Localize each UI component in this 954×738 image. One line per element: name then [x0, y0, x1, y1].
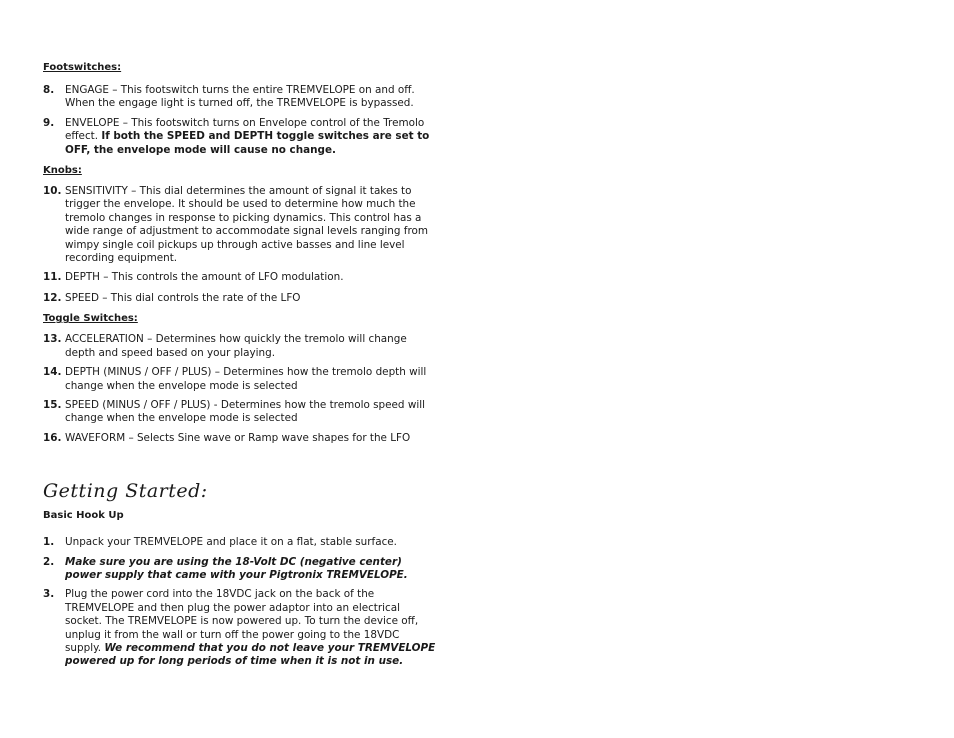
item-number: 12.: [43, 291, 62, 304]
list-item-3: [43, 588, 438, 668]
item-number: 1.: [43, 536, 55, 549]
item-number: 3.: [43, 588, 55, 601]
item-number: 9.: [43, 116, 55, 129]
item-text-bold-italic: We recommend that you do not leave your TREMVELOPE powered up for long periods of time when it is not in use.: [65, 641, 436, 668]
list-item-8: [43, 84, 438, 111]
getting-started-heading: Getting Started:: [43, 480, 208, 503]
page-content: [43, 61, 438, 669]
item-text: [65, 117, 438, 157]
item-number: 13.: [43, 333, 62, 346]
item-number: 11.: [43, 271, 62, 284]
item-text: SPEED (MINUS / OFF / PLUS) - Determines how the tremolo speed will change when the envelope mode is selected: [65, 398, 425, 425]
item-text-regular: Plug the power cord into the 18VDC jack on the back of the TREMVELOPE and then plug the power adaptor into an electrical socket. The TREMVELOPE is now powered up. To turn the device off, unplug it from the wall or turn off the power going to the 18VDC supply.: [65, 588, 419, 654]
list-item-1: [43, 536, 438, 549]
list-item-9: [43, 117, 438, 157]
item-number: 2.: [43, 555, 55, 568]
list-item-2: [43, 556, 438, 583]
item-text: Unpack your TREMVELOPE and place it on a flat, stable surface.: [65, 536, 397, 549]
item-text: WAVEFORM – Selects Sine wave or Ramp wave shapes for the LFO: [65, 431, 411, 444]
item-text: SPEED – This dial controls the rate of the LFO: [65, 291, 301, 304]
item-text: DEPTH (MINUS / OFF / PLUS) – Determines how the tremolo depth will change when the envelope mode is selected: [65, 366, 427, 392]
list-item-15: [43, 399, 438, 426]
list-item-10: [43, 185, 438, 265]
list-item-14: [43, 366, 438, 393]
item-text: DEPTH – This controls the amount of LFO modulation.: [65, 271, 344, 284]
item-number: 14.: [43, 366, 62, 379]
item-number: 10.: [43, 185, 62, 198]
item-text-bold: If both the SPEED and DEPTH toggle switches are set to OFF, the envelope mode will cause no change.: [65, 130, 430, 156]
footswitches-heading: Footswitches:: [43, 62, 122, 73]
item-text: [65, 588, 438, 668]
item-text-regular: ENVELOPE – This footswitch turns on Envelope control of the Tremolo effect.: [65, 116, 425, 143]
item-number: 15.: [43, 398, 62, 411]
list-item-16: [43, 432, 438, 445]
toggle-switches-heading: Toggle Switches:: [43, 313, 138, 325]
list-item-11: [43, 271, 438, 284]
item-text-bold-italic: Make sure you are using the 18-Volt DC (negative center) power supply that came with your Pigtronix TREMVELOPE.: [65, 555, 408, 581]
item-text: ACCELERATION – Determines how quickly the tremolo will change depth and speed based on your playing.: [65, 333, 407, 359]
knobs-heading: Knobs:: [43, 165, 82, 177]
item-number: 16.: [43, 431, 62, 444]
list-item-12: [43, 292, 438, 305]
item-number: 8.: [43, 84, 55, 96]
list-item-13: [43, 333, 438, 360]
basic-hook-up-heading: Basic Hook Up: [43, 510, 124, 522]
item-text: ENGAGE – This footswitch turns the entire TREMVELOPE on and off. When the engage light is turned off, the TREMVELOPE is bypassed.: [65, 84, 415, 110]
item-text: SENSITIVITY – This dial determines the amount of signal it takes to trigger the envelope. It should be used to determine how much the tremolo changes in response to picking dynamics. This control has a wide range of adjustment to accommodate signal levels ranging from wimpy single coil pickups up through active basses and line level recording equipment.: [65, 185, 428, 265]
